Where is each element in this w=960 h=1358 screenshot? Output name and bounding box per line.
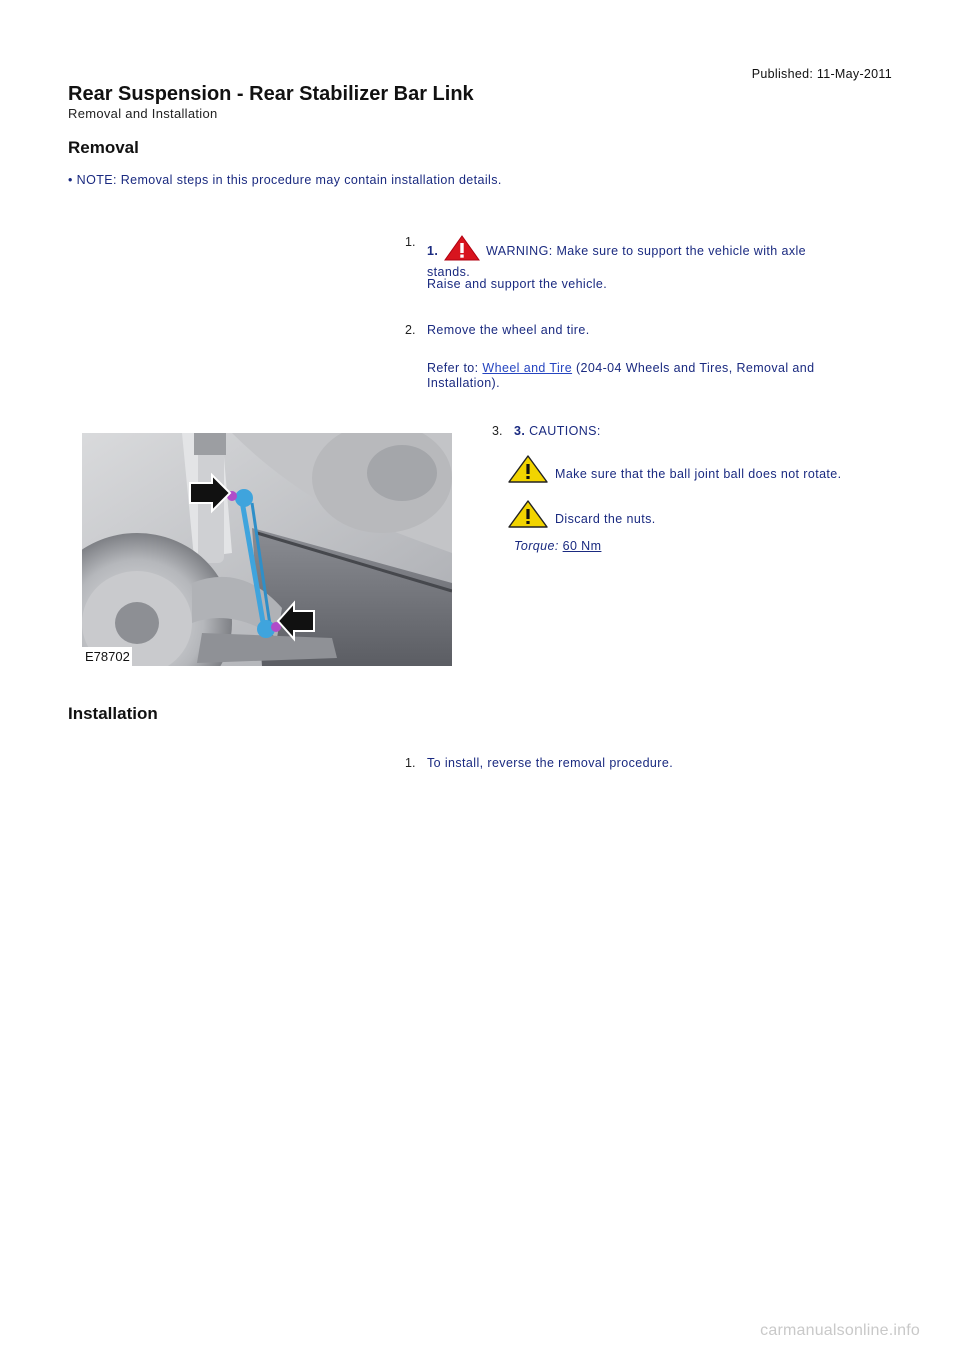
step-2-text: Remove the wheel and tire. xyxy=(427,323,590,337)
page-title: Rear Suspension - Rear Stabilizer Bar Link xyxy=(68,83,474,105)
step-2-refer-suffix: (204-04 Wheels and Tires, Removal and xyxy=(572,361,815,375)
step-3-cautions-heading xyxy=(514,424,601,439)
figure-label: E78702 xyxy=(85,649,130,664)
step-2-number: 2. xyxy=(405,323,416,337)
warning-icon xyxy=(444,235,480,265)
step-1-warning-line2: stands. xyxy=(427,265,471,279)
step-3-label: CAUTIONS: xyxy=(529,424,601,438)
stabilizer-link-figure xyxy=(82,433,452,666)
step-3-number: 3. xyxy=(492,424,503,438)
install-step-1-text: To install, reverse the removal procedure. xyxy=(427,756,674,770)
install-step-1-number: 1. xyxy=(405,756,416,770)
step-1-number: 1. xyxy=(405,235,416,249)
step-2-refer-prefix: Refer to: xyxy=(427,361,483,375)
step-3-bold-number: 3. xyxy=(514,424,526,438)
step-2-refer-suffix-2: Installation). xyxy=(427,376,500,390)
removal-note: • NOTE: Removal steps in this procedure may contain installation details. xyxy=(68,173,502,187)
step-1-warning xyxy=(427,235,887,280)
installation-heading: Installation xyxy=(68,704,158,723)
step-2-refer xyxy=(427,361,887,391)
caution-2-text: Discard the nuts. xyxy=(555,512,656,526)
torque-value: 60 Nm xyxy=(562,539,602,553)
step-1-text: Raise and support the vehicle. xyxy=(427,277,608,291)
step-1-warning-line1: WARNING: Make sure to support the vehicle with axle xyxy=(485,244,807,258)
caution-icon xyxy=(508,455,548,488)
suspension-illustration xyxy=(82,433,452,666)
wheel-and-tire-link[interactable]: Wheel and Tire xyxy=(482,361,573,375)
caution-1-text: Make sure that the ball joint ball does not rotate. xyxy=(555,467,842,481)
torque-spec xyxy=(514,539,601,554)
step-1-bold-number: 1. xyxy=(427,244,439,258)
published-date: Published: 11-May-2011 xyxy=(751,67,892,81)
caution-icon-2 xyxy=(508,500,548,533)
removal-heading: Removal xyxy=(68,138,139,157)
watermark: carmanualsonline.info xyxy=(760,1322,920,1339)
torque-label: Torque: xyxy=(514,539,559,553)
page-subtitle: Removal and Installation xyxy=(68,106,218,121)
